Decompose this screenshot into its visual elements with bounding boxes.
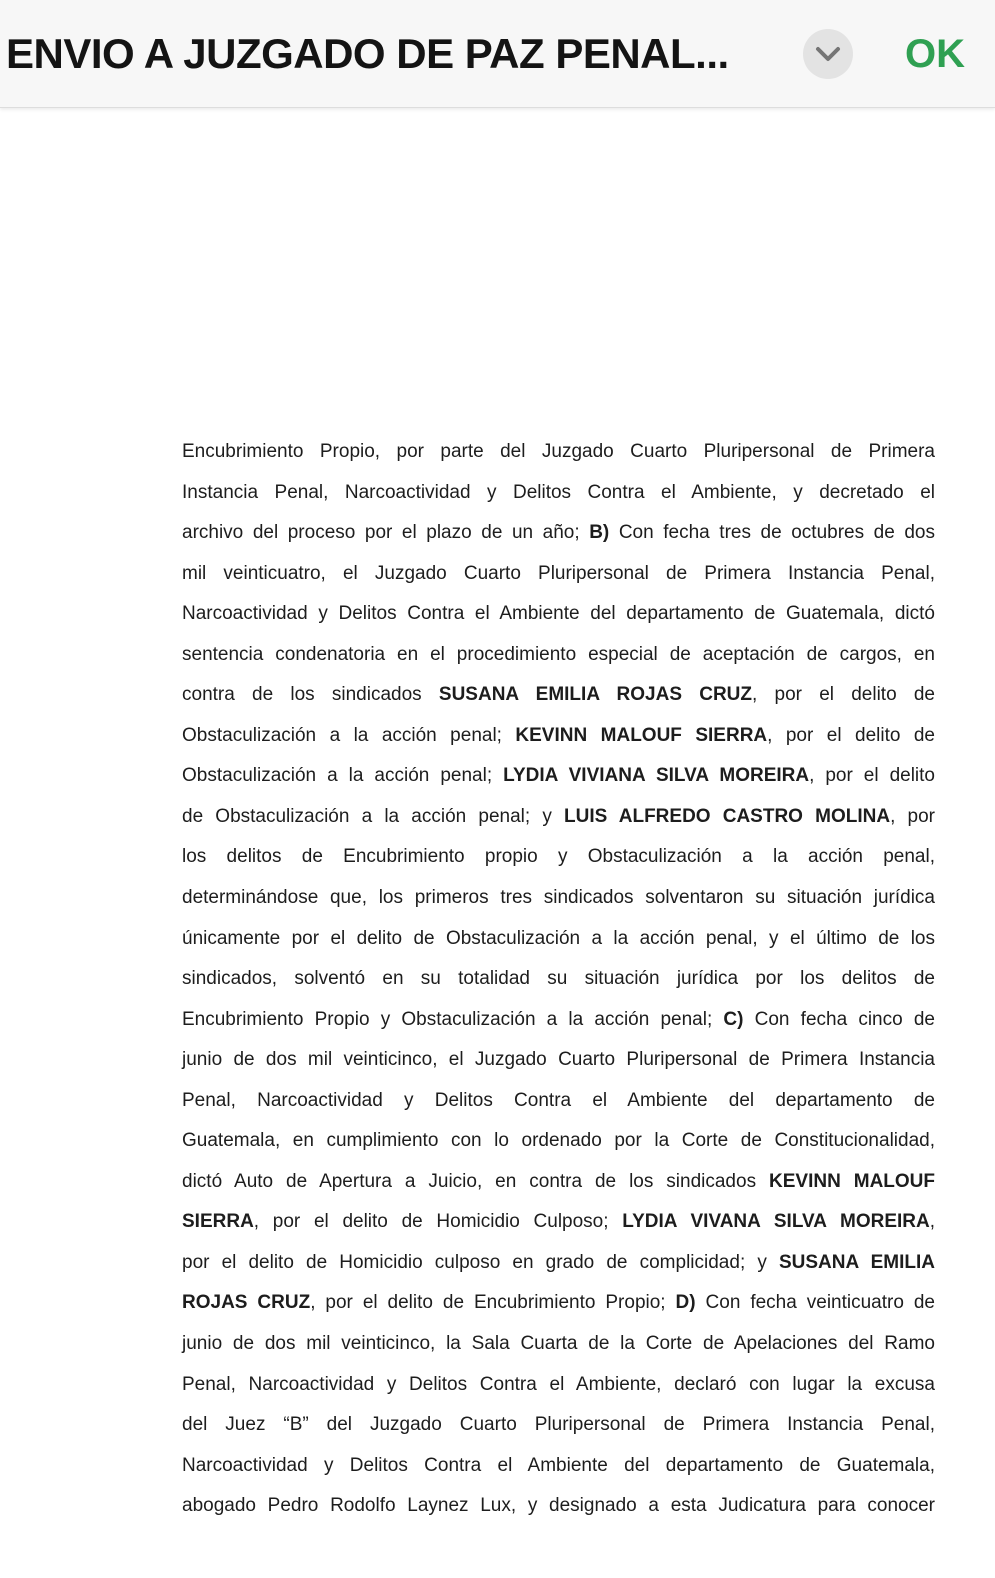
page-title: ENVIO A JUZGADO DE PAZ PENAL... [6, 29, 729, 77]
document-text: Guatemala, en cumplimiento con lo ordenado por la Corte de Constitucionalidad, [182, 1130, 935, 1152]
document-text-bold: SUSANA EMILIA ROJAS CRUZ [438, 684, 753, 706]
document-text: Narcoactividad y Delitos Contra el Ambiente del departamento de Guatemala, [182, 1454, 935, 1476]
document-text: por el delito de Homicidio culposo en grado de complicidad; y [182, 1251, 779, 1273]
document-line [182, 1446, 935, 1487]
document-text: , por el delito de [767, 724, 936, 746]
document-text-bold: C) [723, 1008, 744, 1030]
document-line [182, 1405, 935, 1446]
document-line [182, 432, 935, 473]
header-bar [0, 0, 995, 108]
document-line [182, 1324, 935, 1365]
document-line [182, 1040, 935, 1081]
document-text-bold: KEVINN MALOUF [769, 1170, 936, 1192]
document-text: archivo del proceso por el plazo de un año; [182, 522, 590, 544]
document-text: junio de dos mil veinticinco, la Sala Cuarta de la Corte de Apelaciones del Ramo [182, 1333, 935, 1355]
document-line [182, 878, 935, 919]
document-text: sindicados, solventó en su totalidad su situación jurídica por los delitos de [182, 968, 935, 990]
document-text-bold: LYDIA VIVIANA SILVA MOREIRA [503, 765, 810, 787]
document-text: Con fecha tres de octubres de dos [609, 522, 935, 544]
document-text: únicamente por el delito de Obstaculización a la acción penal, y el último de los [182, 927, 935, 949]
document-text: , [929, 1211, 936, 1233]
document-text: , por el delito de Encubrimiento Propio; [310, 1292, 676, 1314]
document-line [182, 554, 935, 595]
document-line [182, 1162, 935, 1203]
document-text: Obstaculización a la acción penal; [182, 765, 504, 787]
document-text: Obstaculización a la acción penal; [182, 724, 516, 746]
document-text: Penal, Narcoactividad y Delitos Contra el Ambiente, declaró con lugar la excusa [182, 1373, 935, 1395]
document-text-bold: B) [589, 522, 610, 544]
document-line [182, 1283, 935, 1324]
document-line [182, 919, 935, 960]
document-text-bold: LYDIA VIVANA SILVA MOREIRA [622, 1211, 930, 1233]
document-line [182, 1243, 935, 1284]
document-text: mil veinticuatro, el Juzgado Cuarto Pluripersonal de Primera Instancia Penal, [182, 562, 935, 584]
document-text: Instancia Penal, Narcoactividad y Delitos Contra el Ambiente, y decretado el [182, 481, 935, 503]
document-text-bold: ROJAS CRUZ [182, 1292, 311, 1314]
document-text: Encubrimiento Propio, por parte del Juzgado Cuarto Pluripersonal de Primera [182, 441, 935, 462]
document-line [182, 675, 935, 716]
document-text: de Obstaculización a la acción penal; y [182, 805, 564, 827]
document-line [182, 594, 935, 635]
document-lines [182, 432, 935, 1527]
document-line [182, 716, 935, 757]
document-text-bold: SIERRA [182, 1211, 254, 1233]
document-text-bold: LUIS ALFREDO CASTRO MOLINA [564, 805, 891, 827]
document-line [182, 473, 935, 514]
document-text: Encubrimiento Propio y Obstaculización a la acción penal; [182, 1008, 724, 1030]
document-text: abogado Pedro Rodolfo Laynez Lux, y designado a esta Judicatura para conocer [182, 1495, 935, 1517]
document-line [182, 797, 935, 838]
document-text: los delitos de Encubrimiento propio y Obstaculización a la acción penal, [182, 846, 935, 868]
document-page [0, 108, 995, 1578]
ok-button[interactable]: OK [905, 31, 965, 76]
document-text: junio de dos mil veinticinco, el Juzgado Cuarto Pluripersonal de Primera Instancia [182, 1049, 935, 1071]
collapse-button[interactable] [803, 29, 853, 79]
document-text: , por [890, 805, 935, 827]
document-line [182, 635, 935, 676]
document-text-bold: SUSANA EMILIA [778, 1251, 935, 1273]
chevron-down-icon [815, 46, 841, 62]
document-line [182, 1000, 935, 1041]
document-line [182, 1081, 935, 1122]
document-text: contra de los sindicados [182, 684, 439, 706]
document-line [182, 1486, 935, 1527]
document-text: , por el delito de [752, 684, 935, 706]
document-line [182, 837, 935, 878]
document-text: , por el delito de Homicidio Culposo; [253, 1211, 623, 1233]
document-text: determinándose que, los primeros tres sindicados solventaron su situación jurídica [182, 887, 935, 909]
document-line [182, 756, 935, 797]
document-text: Penal, Narcoactividad y Delitos Contra el Ambiente del departamento de [182, 1089, 935, 1111]
document-line [182, 1121, 935, 1162]
document-text: Narcoactividad y Delitos Contra el Ambiente del departamento de Guatemala, dictó [182, 603, 935, 625]
document-text: sentencia condenatoria en el procedimiento especial de aceptación de cargos, en [182, 643, 935, 665]
document-line [182, 513, 935, 554]
document-line [182, 959, 935, 1000]
document-line [182, 1202, 935, 1243]
document-text: dictó Auto de Apertura a Juicio, en contra de los sindicados [182, 1170, 770, 1192]
document-text: del Juez “B” del Juzgado Cuarto Pluripersonal de Primera Instancia Penal, [182, 1414, 935, 1436]
document-text: Con fecha veinticuatro de [695, 1292, 936, 1314]
document-text: , por el delito [809, 765, 935, 787]
document-text: Con fecha cinco de [743, 1008, 935, 1030]
document-text-bold: KEVINN MALOUF SIERRA [515, 724, 768, 746]
document-line [182, 1365, 935, 1406]
document-text-bold: D) [675, 1292, 696, 1314]
